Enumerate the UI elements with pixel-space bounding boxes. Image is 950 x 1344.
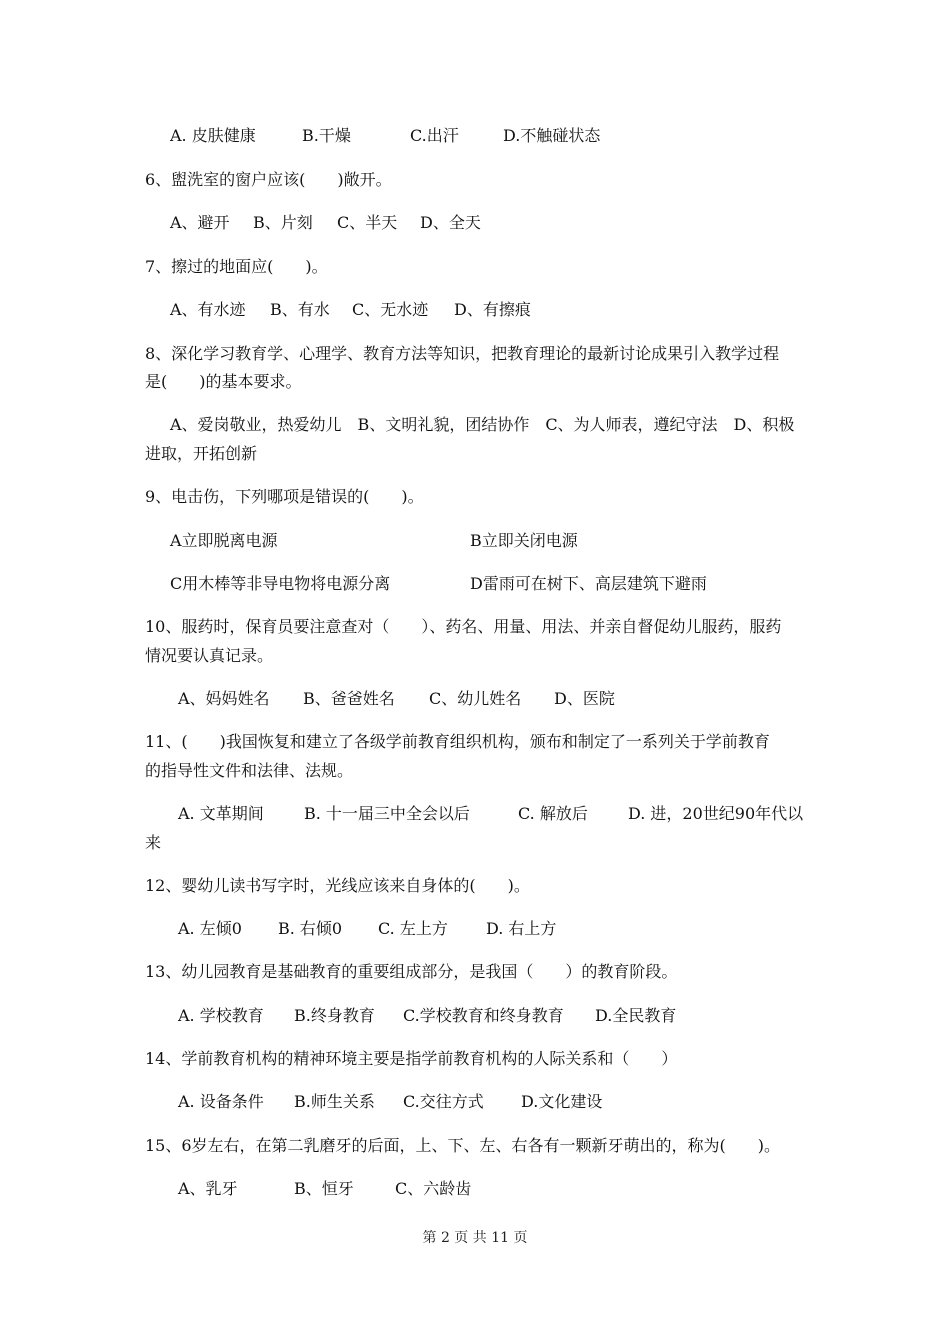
q7-option-b: B、有水 <box>270 300 330 319</box>
q10-option-a: A、妈妈姓名 <box>178 689 270 708</box>
q14-option-a: A. 设备条件 <box>178 1092 264 1111</box>
q11-options-line2: 来 <box>145 833 162 852</box>
q6-option-c: C、半天 <box>337 213 398 232</box>
q5-option-c: C.出汗 <box>410 126 459 145</box>
q14-option-b: B.师生关系 <box>294 1092 375 1111</box>
q12-option-c: C. 左上方 <box>378 919 448 938</box>
q8-options-line2: 进取，开拓创新 <box>145 444 258 463</box>
q13-option-d: D.全民教育 <box>595 1006 677 1025</box>
q5-option-a: A. 皮肤健康 <box>170 126 256 145</box>
q15-option-b: B、恒牙 <box>294 1179 354 1198</box>
q7-option-d: D、有擦痕 <box>454 300 531 319</box>
question-9-stem: 9、电击伤，下列哪项是错误的( )。 <box>145 487 424 506</box>
question-13-stem: 13、幼儿园教育是基础教育的重要组成部分，是我国（ ）的教育阶段。 <box>145 962 678 981</box>
q11-option-c: C. 解放后 <box>518 804 588 823</box>
question-7-stem: 7、擦过的地面应( )。 <box>145 257 328 276</box>
q5-option-d: D.不触碰状态 <box>503 126 601 145</box>
q8-options-line1: A、爱岗敬业，热爱幼儿 B、文明礼貌，团结协作 C、为人师表，遵纪守法 D、积极 <box>170 415 795 434</box>
q10-option-b: B、爸爸姓名 <box>303 689 395 708</box>
question-6-stem: 6、盥洗室的窗户应该( )敞开。 <box>145 170 392 189</box>
question-8-stem-line2: 是( )的基本要求。 <box>145 372 302 391</box>
q11-option-b: B. 十一届三中全会以后 <box>304 804 470 823</box>
q11-option-d: D. 进，20世纪90年代以 <box>628 804 804 823</box>
q9-option-d: D雷雨可在树下、高层建筑下避雨 <box>470 574 707 593</box>
q13-option-b: B.终身教育 <box>294 1006 375 1025</box>
q7-option-c: C、无水迹 <box>352 300 429 319</box>
question-10-stem-line2: 情况要认真记录。 <box>145 646 274 665</box>
q14-option-c: C.交往方式 <box>403 1092 484 1111</box>
q10-option-c: C、幼儿姓名 <box>429 689 522 708</box>
q7-option-a: A、有水迹 <box>170 300 246 319</box>
q5-option-b: B.干燥 <box>302 126 351 145</box>
question-12-stem: 12、婴幼儿读书写字时，光线应该来自身体的( )。 <box>145 876 530 895</box>
question-14-stem: 14、学前教育机构的精神环境主要是指学前教育机构的人际关系和（ ） <box>145 1049 678 1068</box>
q10-option-d: D、医院 <box>554 689 615 708</box>
q12-option-d: D. 右上方 <box>486 919 557 938</box>
question-15-stem: 15、6岁左右，在第二乳磨牙的后面，上、下、左、右各有一颗新牙萌出的，称为( )。 <box>145 1136 781 1155</box>
q12-option-b: B. 右倾0 <box>278 919 343 938</box>
page-number-footer: 第 2 页 共 11 页 <box>422 1230 528 1246</box>
q9-option-c: C用木棒等非导电物将电源分离 <box>170 574 391 593</box>
q9-option-b: B立即关闭电源 <box>470 531 578 550</box>
question-11-stem-line1: 11、( )我国恢复和建立了各级学前教育组织机构，颁布和制定了一系列关于学前教育 <box>145 732 770 751</box>
q13-option-c: C.学校教育和终身教育 <box>403 1006 564 1025</box>
q12-option-a: A. 左倾0 <box>178 919 242 938</box>
q11-option-a: A. 文革期间 <box>178 804 264 823</box>
q6-option-d: D、全天 <box>420 213 481 232</box>
q13-option-a: A. 学校教育 <box>178 1006 264 1025</box>
q15-option-c: C、六龄齿 <box>395 1179 472 1198</box>
q9-option-a: A立即脱离电源 <box>170 531 278 550</box>
q6-option-a: A、避开 <box>170 213 230 232</box>
question-8-stem-line1: 8、深化学习教育学、心理学、教育方法等知识，把教育理论的最新讨论成果引入教学过程 <box>145 344 780 363</box>
q15-option-a: A、乳牙 <box>178 1179 238 1198</box>
q6-option-b: B、片刻 <box>253 213 313 232</box>
question-11-stem-line2: 的指导性文件和法律、法规。 <box>145 761 354 780</box>
question-10-stem-line1: 10、服药时，保育员要注意查对（ ）、药名、用量、用法、并亲自督促幼儿服药，服药 <box>145 617 782 636</box>
q14-option-d: D.文化建设 <box>521 1092 603 1111</box>
